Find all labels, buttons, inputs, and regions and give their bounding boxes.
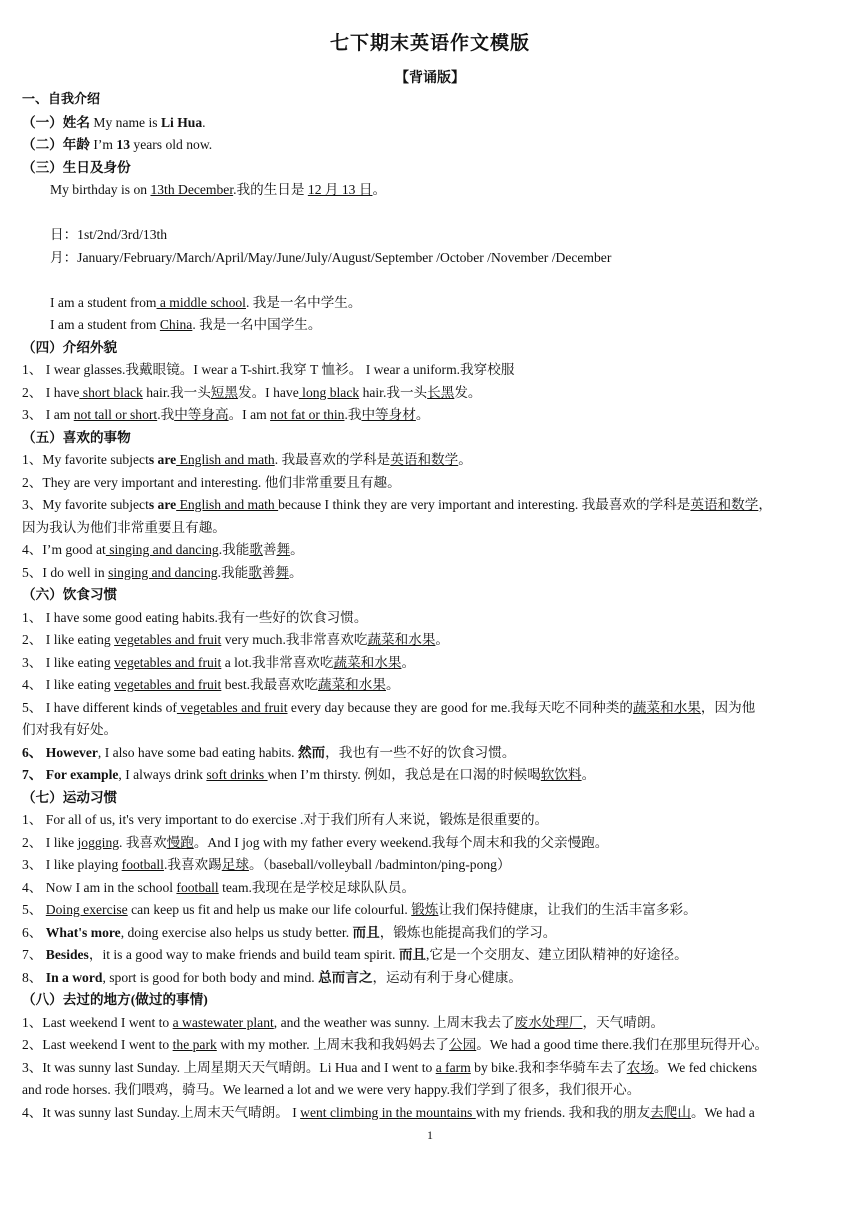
text-run: . 我最喜欢的学科是 xyxy=(274,452,391,467)
text-run: 6、 xyxy=(22,924,46,940)
text-line xyxy=(22,517,842,540)
text-run: , I always drink xyxy=(118,767,207,782)
text-run: 。 xyxy=(415,407,430,422)
text-run: with my friends. 我和我的朋友 xyxy=(475,1104,651,1120)
underlined-text: 蔬菜和水果 xyxy=(632,699,701,715)
underlined-text: 舞 xyxy=(275,564,289,580)
bold-text: （一）姓名 xyxy=(22,114,90,130)
underlined-text: 中等身高 xyxy=(174,407,229,422)
text-run: best.我最喜欢吃 xyxy=(221,677,318,692)
blank-line xyxy=(22,202,842,225)
text-run: I am a student from xyxy=(50,294,157,310)
bold-text: 然而 xyxy=(297,744,326,760)
text-run: ,它是一个交朋友、建立团队精神的好途径。 xyxy=(426,947,688,962)
text-run: 。 xyxy=(288,564,303,580)
text-run: 。 xyxy=(372,182,387,197)
text-run: 1、My favorite subject xyxy=(22,452,149,467)
text-run: 让我们保持健康，让我们的生活丰富多彩。 xyxy=(438,902,697,917)
text-line xyxy=(22,629,842,652)
text-line xyxy=(22,494,842,517)
bold-text: s are xyxy=(148,497,177,512)
text-run: 。 xyxy=(290,542,304,557)
document-title: 七下期末英语作文模版 xyxy=(329,32,530,54)
underlined-text: 蔬菜和水果 xyxy=(318,677,386,692)
underlined-text: went climbing in the mountains xyxy=(300,1104,476,1120)
text-run: 因为我认为他们非常重要且有趣。 xyxy=(22,519,226,535)
text-run: 。And I jog with my father every weekend.我每个周末和我的父亲慢跑。 xyxy=(193,834,609,850)
text-run: 2、They are very important and interesting. 他们非常重要且有趣。 xyxy=(22,474,401,490)
text-run: 日：1st/2nd/3rd/13th xyxy=(50,227,168,242)
underlined-text: 歌 xyxy=(248,564,262,580)
underlined-text: singing and dancing xyxy=(108,564,218,580)
text-run: 5、I do well in xyxy=(22,564,109,580)
page-number: 1 xyxy=(427,1128,433,1142)
text-run: 一、自我介绍 xyxy=(22,92,101,107)
underlined-text: jogging xyxy=(77,834,120,850)
bold-text: What's more xyxy=(45,924,121,940)
text-line xyxy=(22,1034,842,1057)
bold-text: In a word xyxy=(45,969,103,985)
bold-text: （八）去过的地方(做过的事情) xyxy=(22,992,208,1007)
underlined-text: vegetables and fruit xyxy=(176,699,288,715)
text-run: . xyxy=(202,114,206,130)
text-run: .我的生日是 xyxy=(233,182,308,197)
text-line xyxy=(22,967,842,990)
text-line xyxy=(22,944,842,967)
text-line xyxy=(22,1079,842,1102)
text-run: 。 xyxy=(458,452,472,467)
underlined-text: 锻炼 xyxy=(411,902,439,917)
text-run: 3、 I like eating xyxy=(22,654,115,670)
bold-text: For example xyxy=(45,767,119,782)
text-line xyxy=(22,179,842,202)
text-line xyxy=(22,989,842,1012)
text-line xyxy=(22,652,842,675)
text-run: , I also have some bad eating habits. xyxy=(97,744,298,760)
text-run: every day because they are good for me.我每天吃不同种类的 xyxy=(287,699,633,715)
underlined-text: 长黑 xyxy=(427,384,455,400)
text-line xyxy=(22,427,842,450)
text-run: 2、 I like eating xyxy=(22,632,115,647)
text-line xyxy=(22,899,842,922)
bold-text: （五）喜欢的事物 xyxy=(22,429,131,445)
text-line xyxy=(22,787,842,810)
text-run: I am a student from xyxy=(50,317,160,332)
underlined-text: 英语和数学 xyxy=(390,452,459,467)
underlined-text: 13th December xyxy=(150,182,234,197)
text-run: . 我是一名中国学生。 xyxy=(192,317,322,332)
text-line xyxy=(22,674,842,697)
text-run: .我 xyxy=(157,407,175,422)
text-run: 们对我有好处。 xyxy=(22,722,118,737)
underlined-text: vegetables and fruit xyxy=(114,654,222,670)
text-line xyxy=(22,382,842,405)
underlined-text: vegetables and fruit xyxy=(114,677,222,692)
underlined-text: not tall or short xyxy=(73,407,158,422)
text-run: ，我也有一些不好的饮食习惯。 xyxy=(325,744,516,760)
text-run: 1、 I wear glasses.我戴眼镜。I wear a T-shirt.我穿 T 恤衫。 I wear a uniform.我穿校服 xyxy=(22,362,515,377)
text-run: 3、My favorite subject xyxy=(22,497,149,512)
text-run: 5、 xyxy=(22,902,46,917)
text-run: ，因为他 xyxy=(700,699,756,715)
underlined-text: 农场 xyxy=(626,1059,654,1075)
underlined-text: China xyxy=(159,317,193,332)
underlined-text: 足球 xyxy=(221,857,249,872)
text-line xyxy=(22,877,842,900)
text-run: 4、It was sunny last Sunday.上周末天气晴朗。 I xyxy=(22,1104,301,1120)
text-run: 。 xyxy=(385,677,400,692)
bold-text: 总而言之 xyxy=(318,969,373,985)
underlined-text: singing and dancing xyxy=(105,542,219,557)
bold-text: 13 xyxy=(116,137,130,152)
text-line xyxy=(22,292,842,315)
text-line xyxy=(22,832,842,855)
text-run: 。We fed chickens xyxy=(653,1059,758,1075)
text-run: 5、 I have different kinds of xyxy=(22,699,177,715)
text-line xyxy=(22,539,842,562)
text-run: 3、 I am xyxy=(22,407,74,422)
text-line xyxy=(22,584,842,607)
text-line xyxy=(22,112,842,135)
blank-line xyxy=(22,269,842,292)
underlined-text: a farm xyxy=(435,1059,471,1075)
text-run: I’m xyxy=(89,137,117,152)
text-run: with my mother. 上周末我和我妈妈去了 xyxy=(216,1037,450,1052)
text-run: 发。I have xyxy=(237,384,299,400)
underlined-text: the park xyxy=(172,1037,217,1052)
text-run: . 我喜欢 xyxy=(119,834,167,850)
section-heading xyxy=(22,89,842,112)
underlined-text: a middle school xyxy=(156,294,246,310)
underlined-text: 舞 xyxy=(276,542,291,557)
text-run: 4、 I like eating xyxy=(22,677,115,692)
text-line xyxy=(22,449,842,472)
text-run: 1、 I have some good eating habits.我有一些好的饮食习惯。 xyxy=(22,609,368,625)
text-run: My name is xyxy=(89,114,161,130)
text-run: hair.我一头 xyxy=(142,384,211,400)
text-run: . 我是一名中学生。 xyxy=(245,294,362,310)
text-line xyxy=(22,922,842,945)
text-line xyxy=(22,134,842,157)
underlined-text: Doing exercise xyxy=(45,902,128,917)
text-run: ，it is a good way to make friends and build team spirit. xyxy=(88,947,399,962)
text-run: .我能 xyxy=(218,542,250,557)
text-run: hair.我一头 xyxy=(359,384,428,400)
text-run: 2、 I like xyxy=(22,834,78,850)
bold-text: 6、 xyxy=(22,744,46,760)
bold-text: （七）运动习惯 xyxy=(22,789,118,805)
underlined-text: 去爬山 xyxy=(650,1104,691,1120)
underlined-text: English and math xyxy=(176,497,279,512)
underlined-text: 歌 xyxy=(249,542,263,557)
text-line xyxy=(22,719,842,742)
text-run: ，锻炼也能提高我们的学习。 xyxy=(379,924,557,940)
text-run: .我 xyxy=(344,407,362,422)
bold-text: 而且 xyxy=(352,924,380,940)
text-line xyxy=(22,337,842,360)
text-run: a lot.我非常喜欢吃 xyxy=(221,654,334,670)
text-run: ，天气晴朗。 xyxy=(582,1014,665,1030)
text-run: ，运动有利于身心健康。 xyxy=(372,969,522,985)
text-run: 。 xyxy=(581,767,596,782)
underlined-text: vegetables and fruit xyxy=(114,632,222,647)
text-line xyxy=(22,809,842,832)
text-run: and rode horses. 我们喂鸡，骑马。We learned a lot and we were very happy.我们学到了很多，我们很开心。 xyxy=(22,1082,641,1097)
underlined-text: 蔬菜和水果 xyxy=(367,632,436,647)
underlined-text: long black xyxy=(298,384,360,400)
text-line xyxy=(22,607,842,630)
text-run: , sport is good for both body and mind. xyxy=(102,969,319,985)
document-subtitle: 【背诵版】 xyxy=(395,70,465,86)
bold-text: （四）介绍外貌 xyxy=(22,339,118,355)
text-line xyxy=(22,1012,842,1035)
text-run: 。 xyxy=(435,632,450,647)
underlined-text: football xyxy=(121,857,164,872)
text-run: 。（baseball/volleyball /badminton/ping-pong） xyxy=(248,857,511,872)
text-run: 。I am xyxy=(228,407,271,422)
text-run: 1、 For all of us, it's very important to do exercise .对于我们所有人来说，锻炼是很重要的。 xyxy=(22,812,549,827)
underlined-text: 英语和数学 xyxy=(690,497,759,512)
text-run: 3、 I like playing xyxy=(22,857,122,872)
bold-text: （二）年龄 xyxy=(22,137,90,152)
text-run: when I’m thirsty. 例如，我总是在口渴的时候喝 xyxy=(267,767,541,782)
text-line xyxy=(22,224,842,247)
bold-text: Besides xyxy=(45,947,89,962)
text-run: years old now. xyxy=(130,137,213,152)
text-run: .我喜欢踢 xyxy=(163,857,222,872)
text-run: 7、 xyxy=(22,947,46,962)
underlined-text: 软饮料 xyxy=(540,767,582,782)
underlined-text: not fat or thin xyxy=(270,407,345,422)
text-line xyxy=(22,1102,842,1125)
text-run: 4、 Now I am in the school xyxy=(22,879,177,895)
text-run: 2、Last weekend I went to xyxy=(22,1037,173,1052)
underlined-text: 短黑 xyxy=(210,384,238,400)
text-run: 善 xyxy=(262,542,277,557)
text-run: My birthday is on xyxy=(50,182,151,197)
bold-text: （三）生日及身份 xyxy=(22,159,131,175)
underlined-text: soft drinks xyxy=(206,767,268,782)
text-run: 月：January/February/March/April/May/June/July/August/September /October /November /December xyxy=(50,249,612,265)
text-run: 发。 xyxy=(454,384,482,400)
underlined-text: 12 月 13 日 xyxy=(307,182,373,197)
text-line xyxy=(22,562,842,585)
text-run: , and the weather was sunny. 上周末我去了 xyxy=(273,1014,515,1030)
text-line xyxy=(22,854,842,877)
text-line xyxy=(22,764,842,787)
text-line xyxy=(22,157,842,180)
text-line xyxy=(22,742,842,765)
text-run: 。We had a xyxy=(690,1104,755,1120)
bold-text: s are xyxy=(148,452,177,467)
underlined-text: a wastewater plant xyxy=(172,1014,274,1030)
text-line xyxy=(22,404,842,427)
text-line xyxy=(22,1057,842,1080)
underlined-text: 慢跑 xyxy=(166,834,194,850)
text-line xyxy=(22,472,842,495)
text-run: 。We had a good time there.我们在那里玩得开心。 xyxy=(476,1037,769,1052)
underlined-text: 废水处理厂 xyxy=(514,1014,583,1030)
bold-text: However xyxy=(45,744,98,760)
underlined-text: English and math xyxy=(176,452,275,467)
text-line xyxy=(22,697,842,720)
underlined-text: short black xyxy=(79,384,143,400)
text-run: ， xyxy=(758,497,772,512)
text-run: 善 xyxy=(261,564,276,580)
text-line xyxy=(22,314,842,337)
bold-text: Li Hua xyxy=(160,114,203,130)
text-run: .我能 xyxy=(217,564,249,580)
document-body xyxy=(22,89,842,1124)
underlined-text: 蔬菜和水果 xyxy=(333,654,402,670)
underlined-text: 中等身材 xyxy=(361,407,416,422)
text-run: because I think they are very important and interesting. 我最喜欢的学科是 xyxy=(278,497,691,512)
text-run: 3、It was sunny last Sunday. 上周星期天天气晴朗。Li Hua and I went to xyxy=(22,1059,436,1075)
underlined-text: football xyxy=(176,879,219,895)
text-run: 4、I’m good at xyxy=(22,542,106,557)
text-line xyxy=(22,247,842,270)
bold-text: 而且 xyxy=(398,947,427,962)
text-run: 8、 xyxy=(22,969,46,985)
text-run: , doing exercise also helps us study better. xyxy=(120,924,353,940)
text-run: 2、 I have xyxy=(22,384,80,400)
bold-text: 7、 xyxy=(22,767,46,782)
bold-text: （六）饮食习惯 xyxy=(22,587,118,602)
text-run: by bike.我和李华骑车去了 xyxy=(470,1059,627,1075)
text-run: can keep us fit and help us make our life colourful. xyxy=(127,902,412,917)
text-run: very much.我非常喜欢吃 xyxy=(221,632,368,647)
underlined-text: 公园 xyxy=(449,1037,477,1052)
text-line xyxy=(22,359,842,382)
text-run: 1、Last weekend I went to xyxy=(22,1014,173,1030)
text-run: team.我现在是学校足球队队员。 xyxy=(218,879,416,895)
text-run: 。 xyxy=(401,654,416,670)
